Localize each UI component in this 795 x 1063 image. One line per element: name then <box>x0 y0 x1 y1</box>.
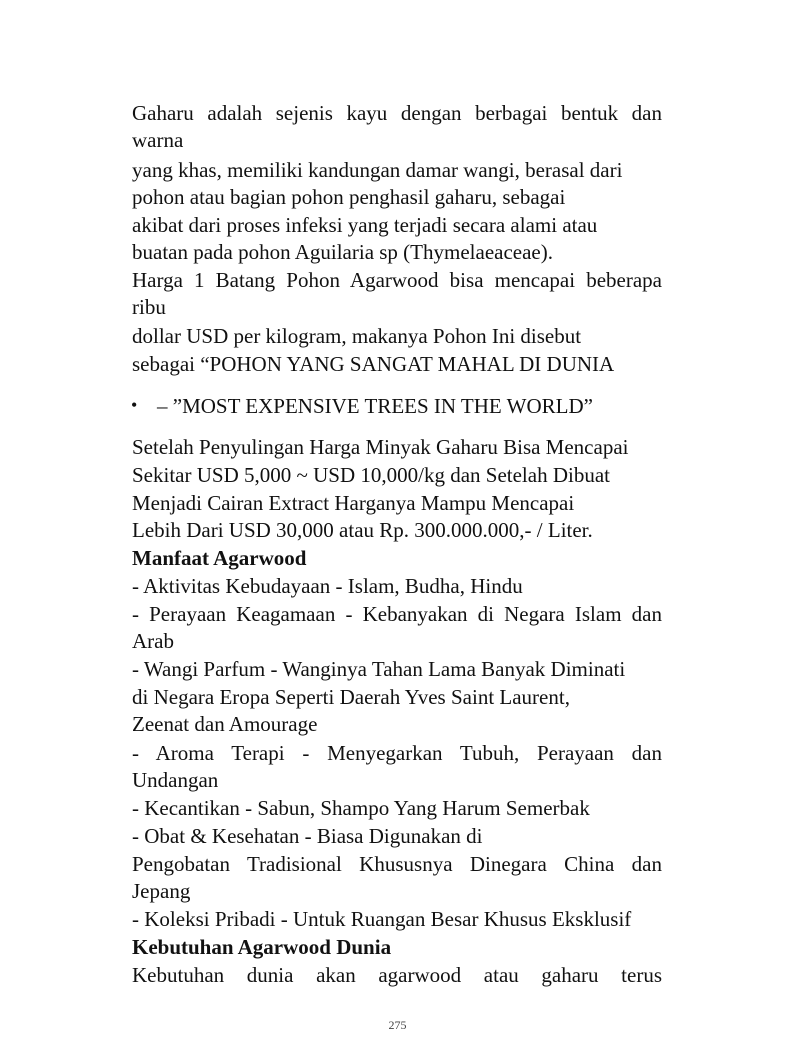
text-line: buatan pada pohon Aguilaria sp (Thymelaeaceae). <box>132 240 553 264</box>
text-line: akibat dari proses infeksi yang terjadi secara alami atau <box>132 213 598 237</box>
bullet-marker: • <box>131 395 138 415</box>
text-line: Menjadi Cairan Extract Harganya Mampu Mencapai <box>132 491 575 515</box>
bullet-text: – ”MOST EXPENSIVE TREES IN THE WORLD” <box>157 394 593 418</box>
page-number: 275 <box>388 1018 407 1032</box>
text-line: - Aroma Terapi - Menyegarkan Tubuh, Perayaan dan <box>132 741 662 765</box>
text-line: Kebutuhan dunia akan agarwood atau gaharu terus <box>132 963 662 987</box>
text-line: - Aktivitas Kebudayaan - Islam, Budha, Hindu <box>132 574 523 598</box>
text-line: Zeenat dan Amourage <box>132 712 318 736</box>
text-line: Pengobatan Tradisional Khususnya Dinegara China dan <box>132 852 662 876</box>
text-line: yang khas, memiliki kandungan damar wangi, berasal dari <box>132 158 623 182</box>
text-line: Harga 1 Batang Pohon Agarwood bisa mencapai beberapa <box>132 268 662 292</box>
text-line: Lebih Dari USD 30,000 atau Rp. 300.000.000,- / Liter. <box>132 518 593 542</box>
text-line: - Koleksi Pribadi - Untuk Ruangan Besar Khusus Eksklusif <box>132 907 632 931</box>
text-line: Arab <box>132 629 174 653</box>
text-line: ribu <box>132 295 166 319</box>
text-line: di Negara Eropa Seperti Daerah Yves Saint Laurent, <box>132 685 570 709</box>
text-line: warna <box>132 128 184 152</box>
text-line: - Wangi Parfum - Wanginya Tahan Lama Banyak Diminati <box>132 657 626 681</box>
text-line: Jepang <box>132 879 191 903</box>
text-line: dollar USD per kilogram, makanya Pohon Ini disebut <box>132 324 582 348</box>
text-line: - Kecantikan - Sabun, Shampo Yang Harum Semerbak <box>132 796 590 820</box>
text-line: Undangan <box>132 768 219 792</box>
text-line: Setelah Penyulingan Harga Minyak Gaharu Bisa Mencapai <box>132 435 629 459</box>
text-line: sebagai “POHON YANG SANGAT MAHAL DI DUNIA <box>132 352 615 376</box>
text-line: - Obat & Kesehatan - Biasa Digunakan di <box>132 824 483 848</box>
text-line: - Perayaan Keagamaan - Kebanyakan di Negara Islam dan <box>132 602 662 626</box>
text-line: Sekitar USD 5,000 ~ USD 10,000/kg dan Setelah Dibuat <box>132 463 610 487</box>
text-line: Gaharu adalah sejenis kayu dengan berbagai bentuk dan <box>132 101 662 125</box>
section-heading: Kebutuhan Agarwood Dunia <box>132 935 392 959</box>
text-line: pohon atau bagian pohon penghasil gaharu, sebagai <box>132 185 566 209</box>
section-heading: Manfaat Agarwood <box>132 546 307 570</box>
